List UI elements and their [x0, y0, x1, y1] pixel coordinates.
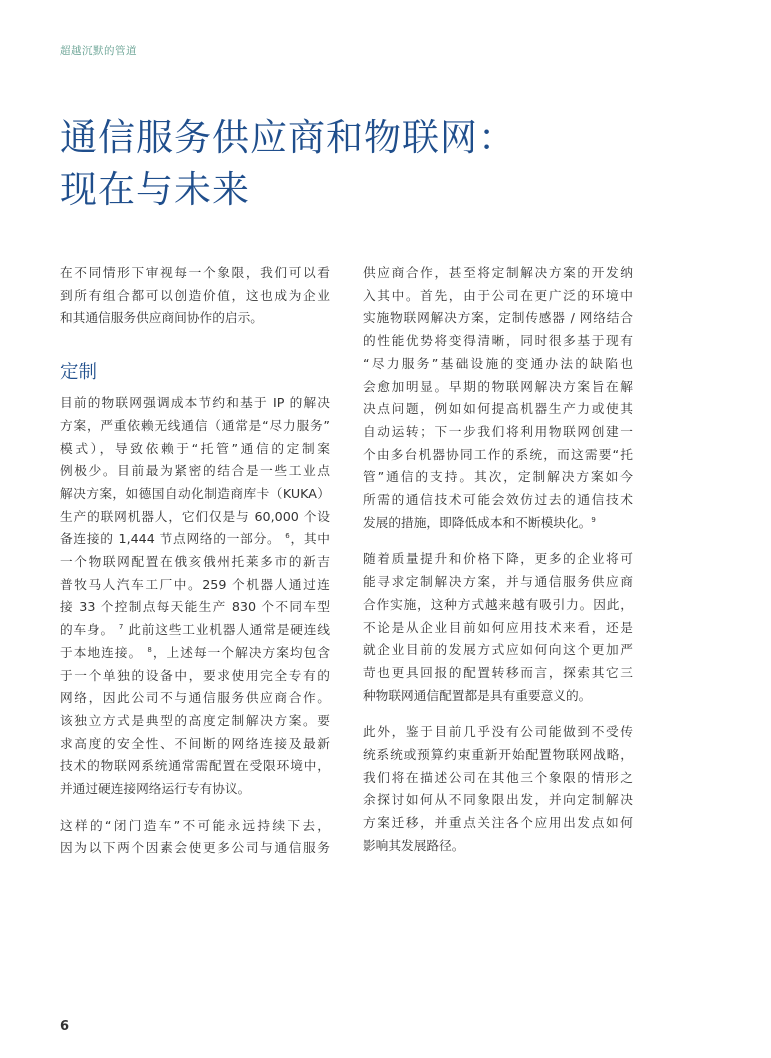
text-line: 影响其发展路径。 — [363, 837, 465, 853]
text-line: 苛也更具回报的配置转移而言，探索其它三 — [363, 664, 633, 680]
line-text: 此前这些工业机器人通常是硬连线 — [128, 622, 330, 638]
text-line: 入其中。首先，由于公司在更广泛的环境中 — [363, 287, 633, 303]
title-line-2: 现在与未来 — [60, 168, 250, 211]
text-line: 方案迁移，并重点关注各个应用出发点如何 — [363, 815, 633, 831]
line-text: ，其中 — [289, 531, 330, 547]
text-line: 普牧马人汽车工厂中。259 个机器人通过连 — [60, 576, 330, 592]
text-line: 的性能优势将变得清晰，同时很多基于现有 — [363, 333, 633, 349]
text-line: 统系统或预算约束重新开始配置物联网战略， — [363, 747, 633, 763]
text-line-with-footnote — [363, 512, 633, 535]
text-line: 余探讨如何从不同象限出发，并向定制解决 — [363, 792, 633, 808]
text-line: 并通过硬连接网络运行专有协议。 — [60, 781, 251, 797]
text-line: 实施物联网解决方案，定制传感器 / 网络结合 — [363, 310, 633, 326]
text-line: 技术的物联网系统通常需配置在受限环境中， — [60, 758, 330, 774]
text-line: 就企业目前的发展方式应如何向这个更加严 — [363, 642, 633, 658]
text-line: “尽力服务”基础设施的变通办法的缺陷也 — [363, 355, 633, 371]
text-line: 求高度的安全性、不间断的网络连接及最新 — [60, 735, 330, 751]
text-line: 在不同情形下审视每一个象限，我们可以看 — [60, 265, 330, 280]
text-line: 种物联网通信配置都是具有重要意义的。 — [363, 687, 592, 703]
quality-paragraph — [363, 548, 633, 707]
text-line: 能寻求定制解决方案，并与通信服务供应商 — [363, 574, 633, 590]
text-line: 解决方案，如德国自动化制造商库卡（KUKA） — [60, 485, 330, 501]
text-line: 该独立方式是典型的高度定制解决方案。要 — [60, 712, 330, 728]
footnote-ref-9: 9 — [591, 515, 596, 524]
text-line: 个由多台机器协同工作的系统，而这需要“托 — [363, 446, 633, 462]
text-line: 供应商合作，甚至将定制解决方案的开发纳 — [363, 265, 633, 280]
intro-paragraph — [60, 262, 330, 330]
text-line: 方案，严重依赖无线通信（通常是“尽力服务” — [60, 417, 330, 433]
text-line: 于一个单独的设备中，要求使用完全专有的 — [60, 667, 330, 683]
text-line: 决点问题，例如如何提高机器生产力或使其 — [363, 401, 633, 417]
text-line-with-footnote — [60, 528, 330, 551]
line-text: 发展的措施，即降低成本和不断模块化。 — [363, 514, 592, 530]
text-line: 一个物联网配置在俄亥俄州托莱多市的新吉 — [60, 554, 330, 570]
text-line: 例极少。目前最为紧密的结合是一些工业点 — [60, 463, 330, 479]
closed-door-paragraph — [60, 815, 330, 860]
text-line: 这样的“闭门造车”不可能永远持续下去， — [60, 817, 330, 833]
text-line: 自动运转；下一步我们将利用物联网创建一 — [363, 423, 633, 439]
continuation-paragraph — [363, 262, 633, 534]
text-line: 网络，因此公司不与通信服务供应商合作。 — [60, 690, 330, 706]
section-heading-customization: 定制 — [60, 362, 98, 384]
page-title — [60, 112, 660, 216]
text-line: 随着质量提升和价格下降，更多的企业将可 — [363, 551, 633, 567]
text-line: 因为以下两个因素会使更多公司与通信服务 — [60, 840, 330, 856]
text-line: 我们将在描述公司在其他三个象限的情形之 — [363, 769, 633, 785]
text-line: 和其通信服务供应商间协作的启示。 — [60, 310, 263, 326]
text-line: 此外，鉴于目前几乎没有公司能做到不受传 — [363, 724, 633, 740]
footnote-ref-8: 8 — [147, 645, 152, 654]
customization-paragraph — [60, 392, 330, 801]
left-column — [60, 262, 330, 860]
text-line: 管”通信的支持。其次，定制解决方案如今 — [363, 469, 633, 485]
title-line-1: 通信服务供应商和物联网： — [60, 116, 516, 159]
footnote-ref-6: 6 — [285, 532, 290, 541]
page-number: 6 — [60, 1019, 70, 1034]
footnote-ref-7: 7 — [118, 622, 124, 631]
text-line: 接 33 个控制点每天能生产 830 个不同车型 — [60, 599, 330, 615]
text-line: 目前的物联网强调成本节约和基于 IP 的解决 — [60, 395, 330, 411]
text-line: 模式），导致依赖于“托管”通信的定制案 — [60, 440, 330, 456]
text-line: 到所有组合都可以创造价值，这也成为企业 — [60, 287, 330, 303]
text-line: 会愈加明显。早期的物联网解决方案旨在解 — [363, 378, 633, 394]
running-header: 超越沉默的管道 — [60, 45, 137, 57]
text-line-with-footnote — [60, 619, 330, 642]
text-line: 生产的联网机器人，它们仅是与 60,000 个设 — [60, 508, 330, 524]
text-line-with-footnote — [60, 642, 330, 665]
text-line: 不论是从企业目前如何应用技术来看，还是 — [363, 619, 633, 635]
line-text: 备连接的 1,444 节点网络的一部分。 — [60, 531, 281, 547]
text-line: 合作实施，这种方式越来越有吸引力。因此， — [363, 596, 633, 612]
right-column — [363, 262, 633, 858]
line-text: 的车身。 — [60, 622, 115, 638]
migration-paragraph — [363, 721, 633, 857]
text-line: 所需的通信技术可能会效仿过去的通信技术 — [363, 492, 633, 508]
line-text: 于本地连接。 — [60, 644, 143, 660]
line-text: ，上述每一个解决方案均包含 — [151, 644, 331, 660]
